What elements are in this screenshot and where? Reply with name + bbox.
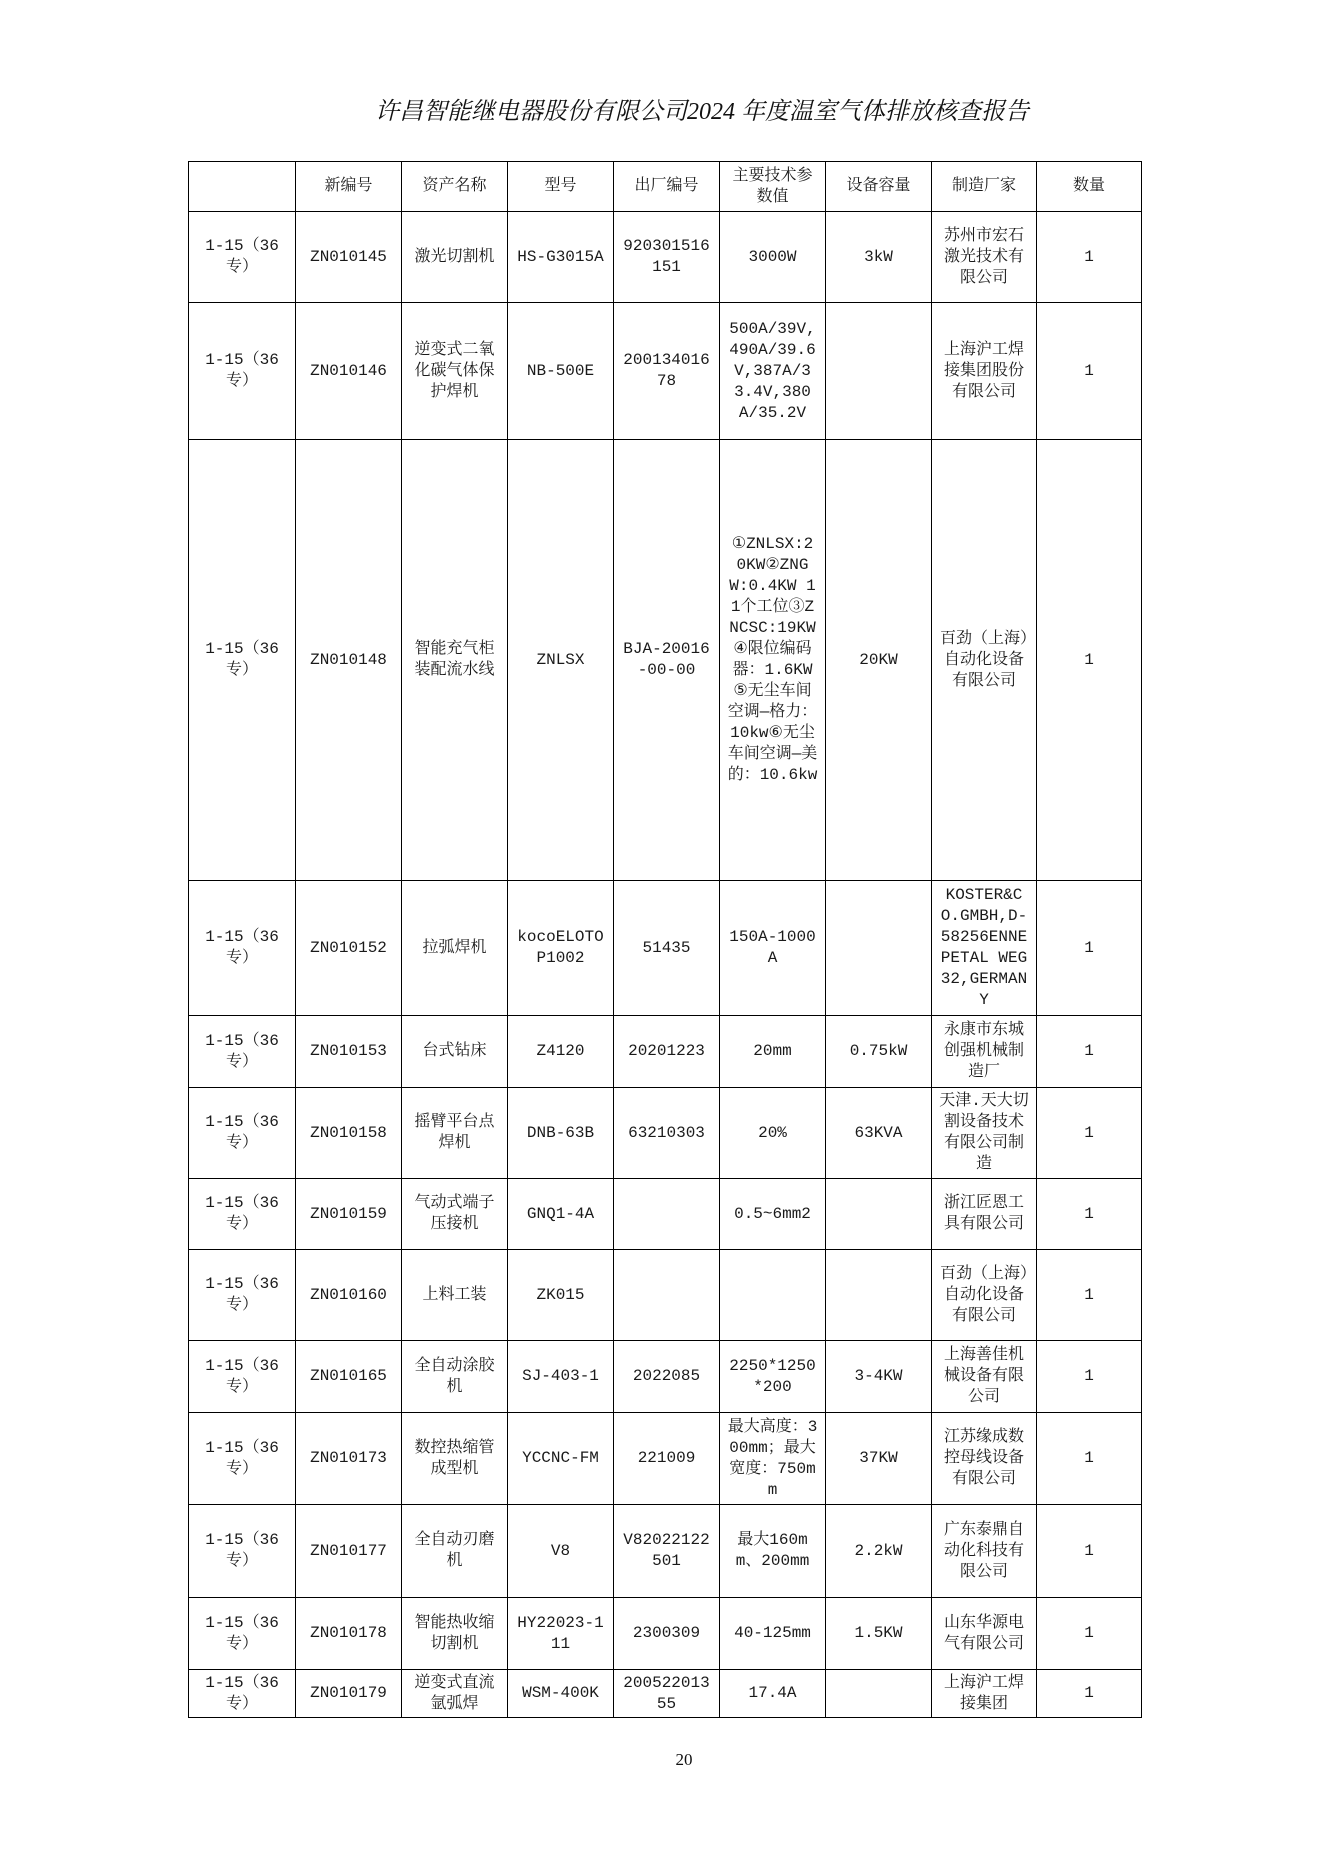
- category-cell: [189, 1505, 296, 1598]
- category: 1-15（36专）: [205, 1356, 279, 1396]
- table-row: [189, 1341, 1142, 1413]
- serial-number-cell: [614, 881, 720, 1016]
- header-asset-code: [296, 162, 402, 212]
- manufacturer: 广东泰鼎自动化科技有限公司: [943, 1520, 1024, 1581]
- header-label: 设备容量: [846, 177, 911, 195]
- serial-number: [621, 1179, 712, 1249]
- asset-name: 智能充气柜装配流水线: [414, 640, 495, 679]
- asset-code-cell: [296, 1250, 402, 1341]
- serial-number-cell: [614, 1341, 720, 1413]
- asset-code: ZN010179: [310, 1684, 387, 1702]
- quantity: 1: [1084, 1042, 1094, 1060]
- asset-code: ZN010160: [310, 1285, 387, 1304]
- model-cell: [508, 1250, 614, 1341]
- serial-number-cell: [614, 212, 720, 303]
- header-label: 出厂编号: [634, 177, 699, 195]
- table-row: [189, 1598, 1142, 1670]
- serial-number-cell: [614, 1088, 720, 1179]
- asset-name-cell: [402, 1413, 508, 1505]
- technical-parameters: 2250*1250*200: [729, 1356, 816, 1396]
- equipment-capacity: [833, 881, 924, 1015]
- serial-number-cell: [614, 1413, 720, 1505]
- table-row: [189, 212, 1142, 303]
- asset-name-cell: [402, 881, 508, 1016]
- equipment-capacity: 0.75kW: [849, 1042, 908, 1060]
- table-header-row: [189, 162, 1142, 212]
- quantity: 1: [1084, 1367, 1094, 1385]
- technical-parameters-cell: [720, 1670, 826, 1718]
- model-cell: [508, 1088, 614, 1179]
- manufacturer: 上海善佳机械设备有限公司: [943, 1346, 1024, 1406]
- model: SJ-403-1: [522, 1367, 599, 1385]
- serial-number: BJA-20016-00-00: [623, 640, 710, 679]
- technical-parameters: 最大高度：300mm；最大宽度：750mm: [727, 1417, 818, 1499]
- serial-number-cell: [614, 1250, 720, 1341]
- header-label: 型号: [544, 177, 577, 195]
- quantity: 1: [1084, 1123, 1094, 1142]
- technical-parameters: 150A-1000A: [729, 928, 816, 967]
- report-header-title: 许昌智能继电器股份有限公司2024 年度温室气体排放核查报告: [375, 99, 1029, 125]
- serial-number-cell: [614, 1179, 720, 1250]
- manufacturer: 天津.天大切割设备技术有限公司制造: [939, 1092, 1029, 1173]
- asset-code: ZN010158: [310, 1123, 387, 1142]
- quantity: 1: [1084, 1541, 1094, 1560]
- asset-code: ZN010145: [310, 247, 387, 266]
- page-number: 20: [675, 1750, 693, 1769]
- asset-name: 逆变式直流氩弧焊: [414, 1673, 495, 1713]
- manufacturer-cell: [932, 1088, 1037, 1179]
- quantity-cell: [1037, 1670, 1142, 1718]
- header-quantity: [1037, 162, 1142, 212]
- technical-parameters-cell: [720, 212, 826, 303]
- serial-number: 20052201355: [623, 1673, 710, 1713]
- serial-number-cell: [614, 440, 720, 881]
- technical-parameters: 3000W: [748, 247, 797, 266]
- equipment-capacity: [833, 303, 924, 439]
- manufacturer: KOSTER&CO.GMBH,D-58256ENNEPETAL WEG32,GERMANY: [940, 886, 1028, 1009]
- manufacturer: 山东华源电气有限公司: [943, 1613, 1024, 1653]
- equipment-capacity-cell: [826, 1341, 932, 1413]
- quantity-cell: [1037, 1088, 1142, 1179]
- asset-code-cell: [296, 440, 402, 881]
- model-cell: [508, 1341, 614, 1413]
- table-row: [189, 1250, 1142, 1341]
- header-label: 制造厂家: [951, 177, 1016, 195]
- asset-name: 全自动刃磨机: [414, 1531, 495, 1570]
- model: kocoELOTOP1002: [517, 928, 604, 967]
- table-row: [189, 1505, 1142, 1598]
- asset-code: ZN010165: [310, 1367, 387, 1385]
- category: 1-15（36专）: [205, 1673, 279, 1713]
- serial-number: 221009: [637, 1449, 696, 1467]
- model-cell: [508, 212, 614, 303]
- technical-parameters-cell: [720, 1505, 826, 1598]
- technical-parameters-cell: [720, 881, 826, 1016]
- equipment-capacity: 1.5KW: [854, 1624, 903, 1642]
- serial-number: 51435: [642, 938, 691, 957]
- quantity-cell: [1037, 212, 1142, 303]
- model: HS-G3015A: [517, 247, 604, 266]
- manufacturer-cell: [932, 1670, 1037, 1718]
- serial-number-cell: [614, 1016, 720, 1088]
- serial-number-cell: [614, 303, 720, 440]
- model-cell: [508, 1413, 614, 1505]
- header-serial-number: [614, 162, 720, 212]
- technical-parameters: ①ZNLSX:20KW②ZNGW:0.4KW 11个工位③ZNCSC:19KW④限位编码器：1.6KW⑤无尘车间空调—格力：10kw⑥无尘车间空调—美的：10.6kw: [727, 535, 818, 784]
- asset-name-cell: [402, 1341, 508, 1413]
- manufacturer-cell: [932, 1505, 1037, 1598]
- table-row: [189, 1016, 1142, 1088]
- quantity: 1: [1084, 361, 1094, 380]
- manufacturer: 上海沪工焊接集团股份有限公司: [943, 340, 1024, 401]
- manufacturer-cell: [932, 440, 1037, 881]
- category-cell: [189, 1598, 296, 1670]
- header-label: [196, 162, 288, 211]
- header-technical-parameters: [720, 162, 826, 212]
- quantity-cell: [1037, 1505, 1142, 1598]
- manufacturer: 浙江匠恩工具有限公司: [943, 1194, 1024, 1233]
- equipment-capacity-cell: [826, 881, 932, 1016]
- quantity: 1: [1084, 247, 1094, 266]
- equipment-capacity: 2.2kW: [854, 1541, 903, 1560]
- category-cell: [189, 1413, 296, 1505]
- asset-name: 智能热收缩切割机: [414, 1613, 495, 1653]
- quantity: 1: [1084, 1204, 1094, 1223]
- serial-number: 920301516151: [623, 237, 710, 276]
- asset-name: 气动式端子压接机: [414, 1194, 495, 1233]
- header-label: 数量: [1072, 177, 1105, 195]
- quantity-cell: [1037, 1179, 1142, 1250]
- manufacturer: 江苏缘成数控母线设备有限公司: [943, 1428, 1024, 1488]
- technical-parameters: 17.4A: [748, 1684, 797, 1702]
- model-cell: [508, 303, 614, 440]
- asset-code-cell: [296, 1598, 402, 1670]
- equipment-capacity-cell: [826, 212, 932, 303]
- model-cell: [508, 1016, 614, 1088]
- asset-code-cell: [296, 1088, 402, 1179]
- manufacturer-cell: [932, 1179, 1037, 1250]
- asset-code: ZN010152: [310, 938, 387, 957]
- category-cell: [189, 1250, 296, 1341]
- asset-name: 逆变式二氧化碳气体保护焊机: [414, 340, 495, 401]
- asset-code: ZN010173: [310, 1449, 387, 1467]
- technical-parameters-cell: [720, 303, 826, 440]
- equipment-capacity-cell: [826, 440, 932, 881]
- model-cell: [508, 1179, 614, 1250]
- technical-parameters: 40-125mm: [734, 1624, 811, 1642]
- serial-number: 20013401678: [623, 351, 710, 390]
- serial-number: 2300309: [632, 1624, 701, 1642]
- asset-code: ZN010153: [310, 1042, 387, 1060]
- asset-name: 上料工装: [422, 1285, 487, 1304]
- category: 1-15（36专）: [205, 1438, 279, 1478]
- quantity: 1: [1084, 1449, 1094, 1467]
- header-equipment-capacity: [826, 162, 932, 212]
- category-cell: [189, 1670, 296, 1718]
- category: 1-15（36专）: [205, 1613, 279, 1653]
- quantity: 1: [1084, 1684, 1094, 1702]
- asset-name: 摇臂平台点焊机: [414, 1113, 495, 1152]
- manufacturer: 百劲（上海）自动化设备有限公司: [939, 1264, 1028, 1325]
- asset-code: ZN010178: [310, 1624, 387, 1642]
- serial-number-cell: [614, 1505, 720, 1598]
- asset-name-cell: [402, 440, 508, 881]
- technical-parameters-cell: [720, 1341, 826, 1413]
- category: 1-15（36专）: [205, 1275, 279, 1314]
- manufacturer-cell: [932, 1341, 1037, 1413]
- asset-code-cell: [296, 1341, 402, 1413]
- manufacturer-cell: [932, 881, 1037, 1016]
- model: NB-500E: [526, 361, 595, 380]
- header-asset-name: [402, 162, 508, 212]
- asset-code-cell: [296, 1670, 402, 1718]
- asset-code-cell: [296, 303, 402, 440]
- asset-name: 数控热缩管成型机: [414, 1438, 495, 1478]
- asset-code-cell: [296, 1016, 402, 1088]
- table-row: [189, 1413, 1142, 1505]
- serial-number: V82022122501: [623, 1531, 710, 1570]
- asset-name-cell: [402, 1598, 508, 1670]
- table-row: [189, 303, 1142, 440]
- model-cell: [508, 440, 614, 881]
- manufacturer: 上海沪工焊接集团: [943, 1673, 1024, 1713]
- equipment-capacity: [833, 1670, 924, 1717]
- equipment-capacity: 63KVA: [854, 1123, 903, 1142]
- equipment-capacity: [833, 1250, 924, 1340]
- table-body: [189, 212, 1142, 1718]
- category: 1-15（36专）: [205, 928, 279, 967]
- table-row: [189, 1088, 1142, 1179]
- category: 1-15（36专）: [205, 1194, 279, 1233]
- header-model: [508, 162, 614, 212]
- header-label: 资产名称: [422, 177, 487, 195]
- technical-parameters-cell: [720, 1413, 826, 1505]
- technical-parameters-cell: [720, 1598, 826, 1670]
- model: ZK015: [536, 1285, 585, 1304]
- table-header: [189, 162, 1142, 212]
- technical-parameters-cell: [720, 1088, 826, 1179]
- quantity-cell: [1037, 1341, 1142, 1413]
- serial-number-cell: [614, 1598, 720, 1670]
- asset-name-cell: [402, 1250, 508, 1341]
- equipment-capacity: 3-4KW: [854, 1367, 903, 1385]
- equipment-capacity-cell: [826, 1179, 932, 1250]
- category-cell: [189, 1179, 296, 1250]
- category-cell: [189, 1088, 296, 1179]
- asset-code: ZN010148: [310, 650, 387, 669]
- quantity-cell: [1037, 1598, 1142, 1670]
- equipment-capacity: 20KW: [859, 650, 898, 669]
- manufacturer-cell: [932, 1016, 1037, 1088]
- quantity: 1: [1084, 1624, 1094, 1642]
- equipment-capacity-cell: [826, 303, 932, 440]
- asset-name-cell: [402, 1505, 508, 1598]
- quantity-cell: [1037, 1250, 1142, 1341]
- header-label: 新编号: [324, 177, 373, 195]
- category: 1-15（36专）: [205, 1031, 279, 1071]
- category-cell: [189, 1341, 296, 1413]
- table-row: [189, 881, 1142, 1016]
- asset-name-cell: [402, 212, 508, 303]
- asset-name-cell: [402, 1088, 508, 1179]
- technical-parameters-cell: [720, 1016, 826, 1088]
- equipment-capacity-cell: [826, 1413, 932, 1505]
- category-cell: [189, 212, 296, 303]
- equipment-capacity: 37KW: [859, 1449, 898, 1467]
- asset-name-cell: [402, 1016, 508, 1088]
- model-cell: [508, 881, 614, 1016]
- equipment-capacity-cell: [826, 1598, 932, 1670]
- equipment-capacity-cell: [826, 1505, 932, 1598]
- technical-parameters: 20mm: [753, 1042, 792, 1060]
- header-manufacturer: [932, 162, 1037, 212]
- equipment-capacity: [833, 1179, 924, 1249]
- model: GNQ1-4A: [526, 1204, 595, 1223]
- quantity: 1: [1084, 650, 1094, 669]
- asset-name: 全自动涂胶机: [414, 1356, 495, 1396]
- equipment-capacity-cell: [826, 1088, 932, 1179]
- equipment-capacity: 3kW: [864, 247, 893, 266]
- table-row: [189, 440, 1142, 881]
- model: Z4120: [536, 1042, 585, 1060]
- technical-parameters-cell: [720, 1179, 826, 1250]
- asset-name-cell: [402, 1179, 508, 1250]
- manufacturer-cell: [932, 1598, 1037, 1670]
- asset-name: 激光切割机: [414, 247, 495, 266]
- technical-parameters-cell: [720, 440, 826, 881]
- quantity-cell: [1037, 1413, 1142, 1505]
- technical-parameters: 0.5~6mm2: [734, 1204, 811, 1223]
- asset-code-cell: [296, 881, 402, 1016]
- manufacturer-cell: [932, 212, 1037, 303]
- category-cell: [189, 1016, 296, 1088]
- category: 1-15（36专）: [205, 1531, 279, 1570]
- quantity: 1: [1084, 1285, 1094, 1304]
- manufacturer-cell: [932, 303, 1037, 440]
- serial-number-cell: [614, 1670, 720, 1718]
- technical-parameters: [727, 1250, 818, 1340]
- quantity-cell: [1037, 303, 1142, 440]
- manufacturer-cell: [932, 1413, 1037, 1505]
- model: DNB-63B: [526, 1123, 595, 1142]
- category: 1-15（36专）: [205, 237, 279, 276]
- serial-number: [621, 1250, 712, 1340]
- technical-parameters-cell: [720, 1250, 826, 1341]
- category-cell: [189, 440, 296, 881]
- equipment-capacity-cell: [826, 1670, 932, 1718]
- asset-code: ZN010177: [310, 1541, 387, 1560]
- technical-parameters: 500A/39V,490A/39.6V,387A/33.4V,380A/35.2V: [729, 319, 816, 422]
- model: YCCNC-FM: [522, 1449, 599, 1467]
- category: 1-15（36专）: [205, 640, 279, 679]
- asset-name: 台式钻床: [422, 1042, 487, 1060]
- asset-code-cell: [296, 212, 402, 303]
- model-cell: [508, 1598, 614, 1670]
- model: V8: [550, 1541, 571, 1560]
- category-cell: [189, 881, 296, 1016]
- asset-code-cell: [296, 1179, 402, 1250]
- model: ZNLSX: [536, 650, 585, 669]
- table-row: [189, 1670, 1142, 1718]
- model-cell: [508, 1670, 614, 1718]
- serial-number: 20201223: [628, 1042, 705, 1060]
- asset-name-cell: [402, 1670, 508, 1718]
- technical-parameters: 最大160mm、200mm: [735, 1531, 810, 1570]
- category: 1-15（36专）: [205, 1113, 279, 1152]
- model: HY22023-111: [517, 1613, 604, 1653]
- manufacturer: 苏州市宏石激光技术有限公司: [943, 226, 1024, 287]
- asset-code-cell: [296, 1505, 402, 1598]
- technical-parameters: 20%: [758, 1123, 787, 1142]
- manufacturer: 永康市东城创强机械制造厂: [943, 1021, 1024, 1081]
- equipment-capacity-cell: [826, 1016, 932, 1088]
- asset-name: 拉弧焊机: [422, 938, 487, 957]
- asset-name-cell: [402, 303, 508, 440]
- quantity: 1: [1084, 938, 1094, 957]
- asset-code-cell: [296, 1413, 402, 1505]
- category: 1-15（36专）: [205, 351, 279, 390]
- quantity-cell: [1037, 440, 1142, 881]
- quantity-cell: [1037, 1016, 1142, 1088]
- serial-number: 2022085: [632, 1367, 701, 1385]
- model-cell: [508, 1505, 614, 1598]
- equipment-asset-table: [188, 161, 1142, 1718]
- model: WSM-400K: [522, 1684, 599, 1702]
- quantity-cell: [1037, 881, 1142, 1016]
- manufacturer-cell: [932, 1250, 1037, 1341]
- manufacturer: 百劲（上海）自动化设备有限公司: [939, 629, 1028, 690]
- header-category: [189, 162, 296, 212]
- header-label: 主要技术参数值: [732, 166, 813, 206]
- asset-code: ZN010159: [310, 1204, 387, 1223]
- asset-code: ZN010146: [310, 361, 387, 380]
- equipment-capacity-cell: [826, 1250, 932, 1341]
- table-row: [189, 1179, 1142, 1250]
- serial-number: 63210303: [628, 1123, 705, 1142]
- category-cell: [189, 303, 296, 440]
